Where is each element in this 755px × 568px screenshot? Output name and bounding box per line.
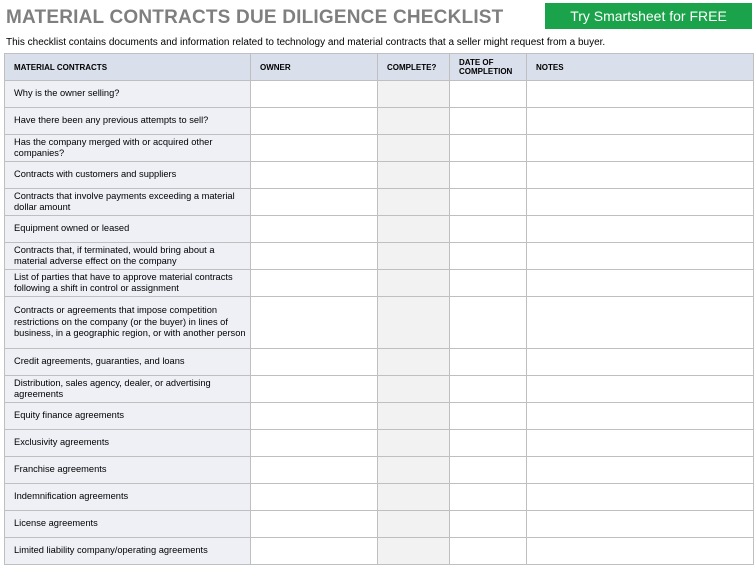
owner-cell[interactable] <box>251 297 378 349</box>
table-row <box>5 243 754 270</box>
contract-item-label: Credit agreements, guaranties, and loans <box>5 349 251 376</box>
notes-cell[interactable] <box>527 511 754 538</box>
notes-cell[interactable] <box>527 243 754 270</box>
contract-item-label: Distribution, sales agency, dealer, or advertising agreements <box>5 376 251 403</box>
date-of-completion-cell[interactable] <box>450 81 527 108</box>
date-of-completion-cell[interactable] <box>450 135 527 162</box>
owner-cell[interactable] <box>251 162 378 189</box>
owner-cell[interactable] <box>251 538 378 565</box>
owner-cell[interactable] <box>251 457 378 484</box>
table-header-row <box>5 54 754 81</box>
contract-item-label: Limited liability company/operating agreements <box>5 538 251 565</box>
complete-cell[interactable] <box>378 216 450 243</box>
complete-cell[interactable] <box>378 135 450 162</box>
header-material-contracts: MATERIAL CONTRACTS <box>5 54 251 81</box>
complete-cell[interactable] <box>378 162 450 189</box>
owner-cell[interactable] <box>251 243 378 270</box>
complete-cell[interactable] <box>378 297 450 349</box>
complete-cell[interactable] <box>378 108 450 135</box>
complete-cell[interactable] <box>378 81 450 108</box>
notes-cell[interactable] <box>527 108 754 135</box>
complete-cell[interactable] <box>378 376 450 403</box>
owner-cell[interactable] <box>251 189 378 216</box>
table-row <box>5 135 754 162</box>
date-of-completion-cell[interactable] <box>450 403 527 430</box>
notes-cell[interactable] <box>527 403 754 430</box>
table-row <box>5 457 754 484</box>
owner-cell[interactable] <box>251 376 378 403</box>
notes-cell[interactable] <box>527 162 754 189</box>
header-complete: COMPLETE? <box>378 54 450 81</box>
contract-item-label: Contracts or agreements that impose competition restrictions on the company (or the buyer) in lines of business, in a geographic region, or with another person <box>5 297 251 349</box>
table-row <box>5 430 754 457</box>
complete-cell[interactable] <box>378 538 450 565</box>
contract-item-label: Contracts that, if terminated, would bring about a material adverse effect on the company <box>5 243 251 270</box>
date-of-completion-cell[interactable] <box>450 297 527 349</box>
header-owner: OWNER <box>251 54 378 81</box>
date-of-completion-cell[interactable] <box>450 484 527 511</box>
header-date-of-completion: DATE OF COMPLETION <box>450 54 527 81</box>
table-row <box>5 108 754 135</box>
table-row <box>5 216 754 243</box>
table-row <box>5 270 754 297</box>
owner-cell[interactable] <box>251 81 378 108</box>
table-row <box>5 403 754 430</box>
date-of-completion-cell[interactable] <box>450 349 527 376</box>
contract-item-label: Have there been any previous attempts to sell? <box>5 108 251 135</box>
date-of-completion-cell[interactable] <box>450 243 527 270</box>
table-row <box>5 162 754 189</box>
contract-item-label: Why is the owner selling? <box>5 81 251 108</box>
notes-cell[interactable] <box>527 349 754 376</box>
complete-cell[interactable] <box>378 484 450 511</box>
owner-cell[interactable] <box>251 216 378 243</box>
notes-cell[interactable] <box>527 376 754 403</box>
notes-cell[interactable] <box>527 297 754 349</box>
date-of-completion-cell[interactable] <box>450 376 527 403</box>
notes-cell[interactable] <box>527 216 754 243</box>
table-row <box>5 376 754 403</box>
owner-cell[interactable] <box>251 270 378 297</box>
table-row <box>5 349 754 376</box>
contract-item-label: Indemnification agreements <box>5 484 251 511</box>
complete-cell[interactable] <box>378 243 450 270</box>
table-row <box>5 511 754 538</box>
owner-cell[interactable] <box>251 108 378 135</box>
date-of-completion-cell[interactable] <box>450 457 527 484</box>
date-of-completion-cell[interactable] <box>450 108 527 135</box>
contract-item-label: Equity finance agreements <box>5 403 251 430</box>
contract-item-label: License agreements <box>5 511 251 538</box>
table-row <box>5 81 754 108</box>
checklist-table <box>4 53 754 565</box>
date-of-completion-cell[interactable] <box>450 538 527 565</box>
table-row <box>5 538 754 565</box>
contract-item-label: Exclusivity agreements <box>5 430 251 457</box>
contract-item-label: Has the company merged with or acquired other companies? <box>5 135 251 162</box>
table-row <box>5 189 754 216</box>
contract-item-label: Contracts that involve payments exceeding a material dollar amount <box>5 189 251 216</box>
owner-cell[interactable] <box>251 135 378 162</box>
notes-cell[interactable] <box>527 430 754 457</box>
table-row <box>5 297 754 349</box>
owner-cell[interactable] <box>251 511 378 538</box>
notes-cell[interactable] <box>527 538 754 565</box>
notes-cell[interactable] <box>527 135 754 162</box>
notes-cell[interactable] <box>527 484 754 511</box>
try-smartsheet-button[interactable]: Try Smartsheet for FREE <box>545 3 752 29</box>
contract-item-label: Equipment owned or leased <box>5 216 251 243</box>
complete-cell[interactable] <box>378 349 450 376</box>
complete-cell[interactable] <box>378 430 450 457</box>
date-of-completion-cell[interactable] <box>450 511 527 538</box>
header-notes: NOTES <box>527 54 754 81</box>
owner-cell[interactable] <box>251 430 378 457</box>
owner-cell[interactable] <box>251 484 378 511</box>
complete-cell[interactable] <box>378 511 450 538</box>
notes-cell[interactable] <box>527 81 754 108</box>
owner-cell[interactable] <box>251 349 378 376</box>
date-of-completion-cell[interactable] <box>450 430 527 457</box>
contract-item-label: Contracts with customers and suppliers <box>5 162 251 189</box>
complete-cell[interactable] <box>378 270 450 297</box>
date-of-completion-cell[interactable] <box>450 216 527 243</box>
date-of-completion-cell[interactable] <box>450 189 527 216</box>
complete-cell[interactable] <box>378 403 450 430</box>
date-of-completion-cell[interactable] <box>450 162 527 189</box>
notes-cell[interactable] <box>527 457 754 484</box>
contract-item-label: List of parties that have to approve material contracts following a shift in control or assignment <box>5 270 251 297</box>
description-text: This checklist contains documents and information related to technology and material contracts that a seller might request from a buyer. <box>6 37 606 48</box>
page-title: MATERIAL CONTRACTS DUE DILIGENCE CHECKLIST <box>6 7 504 28</box>
complete-cell[interactable] <box>378 189 450 216</box>
notes-cell[interactable] <box>527 189 754 216</box>
complete-cell[interactable] <box>378 457 450 484</box>
date-of-completion-cell[interactable] <box>450 270 527 297</box>
owner-cell[interactable] <box>251 403 378 430</box>
notes-cell[interactable] <box>527 270 754 297</box>
contract-item-label: Franchise agreements <box>5 457 251 484</box>
table-row <box>5 484 754 511</box>
